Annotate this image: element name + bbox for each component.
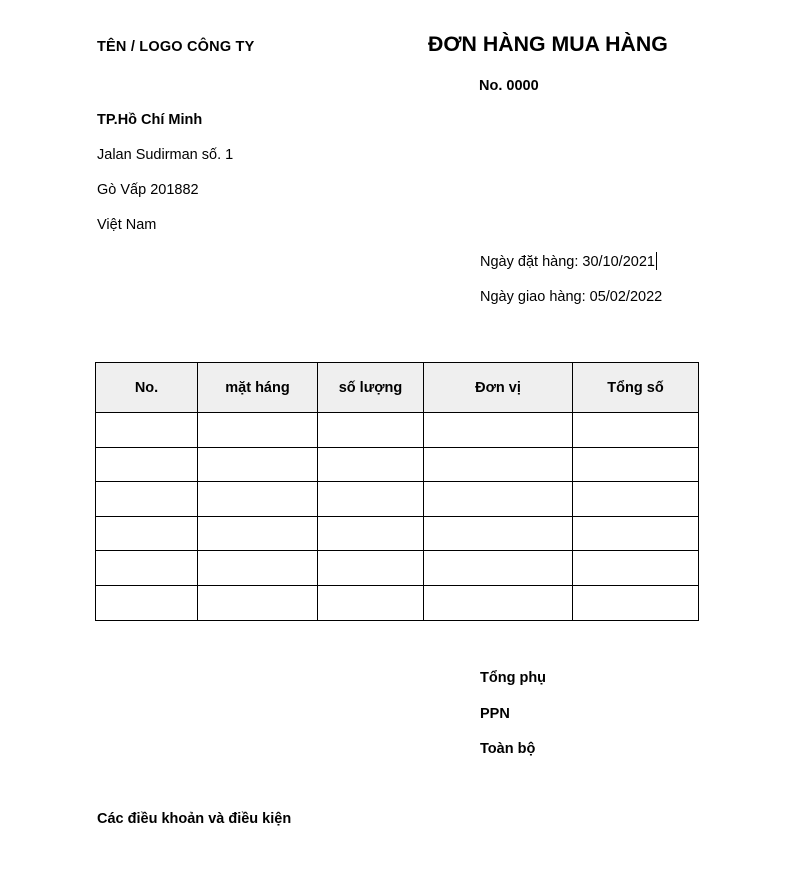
order-table-header [96,363,699,413]
table-cell[interactable] [198,447,318,482]
delivery-date-line[interactable] [480,280,662,315]
table-cell[interactable] [318,585,424,620]
table-cell[interactable] [573,585,699,620]
column-header-no[interactable]: No. [96,363,198,413]
table-row [96,482,699,517]
order-table-body [96,413,699,621]
table-cell[interactable] [198,413,318,448]
column-header-unit[interactable]: Đơn vị [424,363,573,413]
table-cell[interactable] [573,551,699,586]
order-number[interactable]: No. 0000 [479,78,539,94]
address-city[interactable]: TP.Hồ Chí Minh [97,112,203,128]
terms-and-conditions-label[interactable]: Các điều khoản và điều kiện [97,811,292,827]
table-cell[interactable] [573,516,699,551]
company-address-block [97,103,233,243]
table-cell[interactable] [198,585,318,620]
table-cell[interactable] [96,447,198,482]
table-cell[interactable] [318,482,424,517]
table-row [96,413,699,448]
table-cell[interactable] [96,482,198,517]
table-cell[interactable] [573,447,699,482]
table-cell[interactable] [198,516,318,551]
order-table [95,362,699,621]
table-row [96,447,699,482]
order-date-label: Ngày đặt hàng: [480,254,579,270]
tax-label[interactable]: PPN [480,705,510,722]
table-row [96,516,699,551]
company-logo-label[interactable]: TÊN / LOGO CÔNG TY [97,39,255,55]
delivery-date-value[interactable]: 05/02/2022 [589,289,663,305]
table-cell[interactable] [318,447,424,482]
table-cell[interactable] [573,413,699,448]
table-cell[interactable] [96,516,198,551]
order-date-value[interactable]: 30/10/2021 [582,254,655,270]
table-cell[interactable] [318,516,424,551]
table-cell[interactable] [424,482,573,517]
table-cell[interactable] [573,482,699,517]
table-header-row [96,363,699,413]
page-title[interactable]: ĐƠN HÀNG MUA HÀNG [428,32,668,56]
column-header-total[interactable]: Tổng số [573,363,699,413]
text-cursor [656,252,658,270]
dates-block [480,245,662,315]
table-row [96,551,699,586]
address-district[interactable]: Gò Vấp 201882 [97,182,199,198]
column-header-quantity[interactable]: số lượng [318,363,424,413]
table-cell[interactable] [424,585,573,620]
table-cell[interactable] [424,551,573,586]
address-street[interactable]: Jalan Sudirman số. 1 [97,147,234,163]
table-cell[interactable] [198,482,318,517]
table-cell[interactable] [424,516,573,551]
table-cell[interactable] [318,413,424,448]
table-row [96,585,699,620]
delivery-date-label: Ngày giao hàng: [480,289,586,305]
table-cell[interactable] [96,551,198,586]
subtotal-label[interactable]: Tổng phụ [480,670,547,686]
grand-total-label[interactable]: Toàn bộ [480,741,536,757]
totals-block [480,661,546,768]
order-date-line[interactable] [480,245,662,280]
table-cell[interactable] [198,551,318,586]
table-cell[interactable] [318,551,424,586]
table-cell[interactable] [96,585,198,620]
column-header-item[interactable]: mặt háng [198,363,318,413]
address-country[interactable]: Việt Nam [97,217,157,233]
table-cell[interactable] [424,447,573,482]
table-cell[interactable] [424,413,573,448]
table-cell[interactable] [96,413,198,448]
